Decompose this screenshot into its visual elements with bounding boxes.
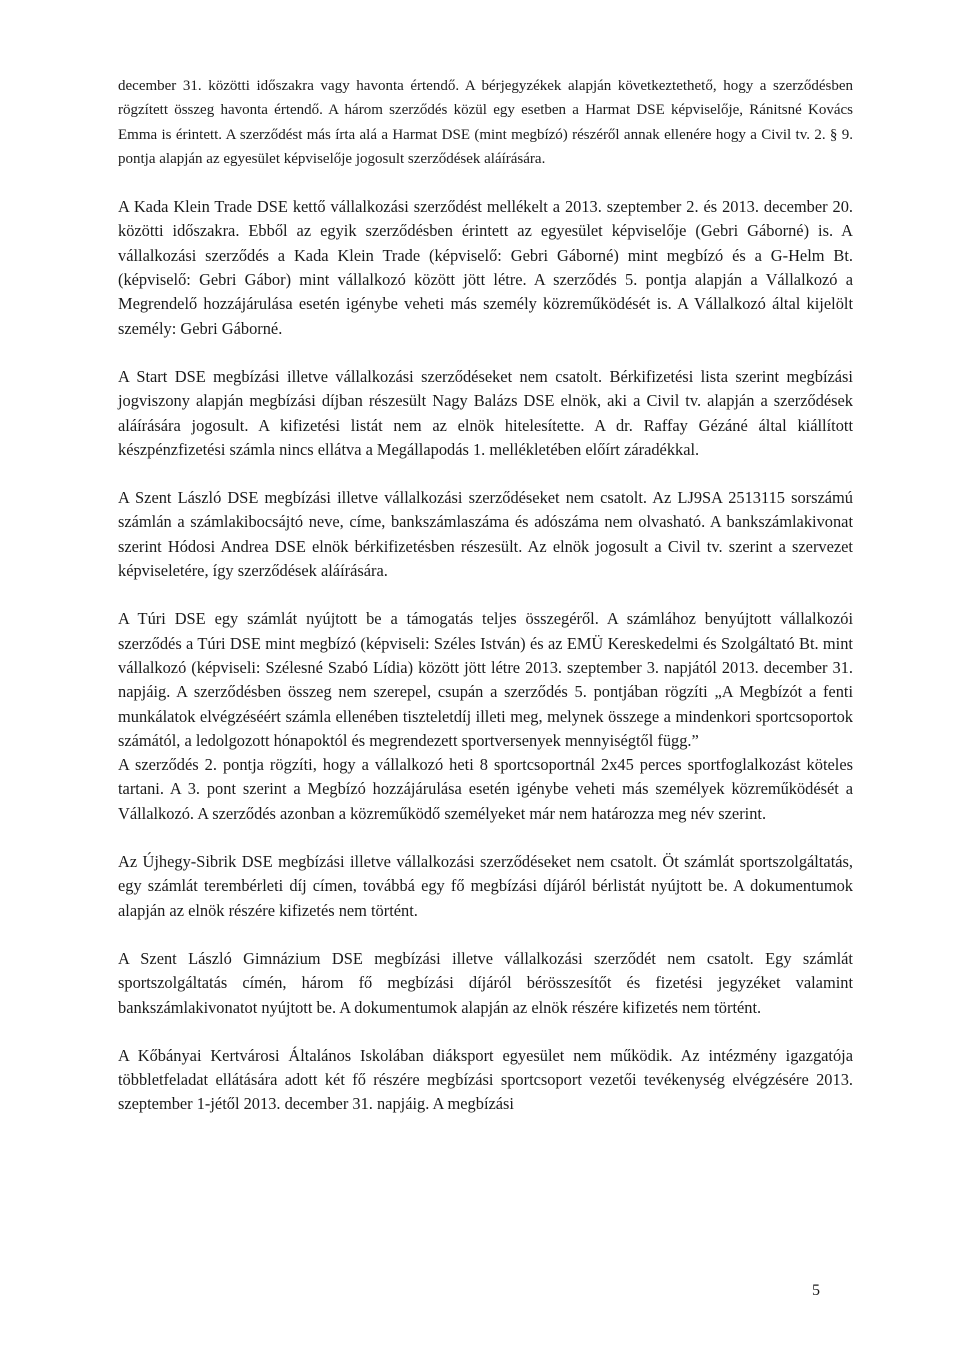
- paragraph-start-dse: A Start DSE megbízási illetve vállalkozási szerződéseket nem csatolt. Bérkifizetési lista szerint megbízási jogviszony alapján megbízási díjban részesült Nagy Balázs DSE elnök, aki a Civil tv. alapján a szerződések aláírására jogosult. A kifizetési listát nem az elnök hitelesítette. A dr. Raffay Gézáné által kiállított készpénzfizetési számla nincs ellátva a Megállapodás 1. mellékletében előírt záradékkal.: [118, 366, 853, 459]
- document-body: [118, 74, 853, 1117]
- page-number: 5: [812, 1282, 820, 1299]
- paragraph-ujhegy-sibrik-dse: Az Újhegy-Sibrik DSE megbízási illetve vállalkozási szerződéseket nem csatolt. Öt számlát sportszolgáltatás, egy számlát terembérleti díj címen, továbbá egy fő megbízási díjáról bérlistát nyújtott be. A dokumentumok alapján az elnök részére kifizetés nem történt.: [118, 852, 853, 920]
- paragraph-szent-laszlo-gimnazium-dse: A Szent László Gimnázium DSE megbízási illetve vállalkozási szerződét nem csatolt. Egy számlát sportszolgáltatás címén, három fő megbízási díjáról bérösszesítőt és fizetési jegyzéket valamint bankszámlakivonatot nyújtott be. A dokumentumok alapján az elnök részére kifizetés nem történt.: [118, 948, 853, 1017]
- paragraph-turi-dse: A Túri DSE egy számlát nyújtott be a támogatás teljes összegéről. A számlához benyújtott vállalkozói szerződés a Túri DSE mint megbízó (képviseli: Széles István) és az EMÜ Kereskedelmi és Szolgáltató Bt. mint vállalkozó (képviseli: Szélesné Szabó Lídia) között jött létre 2013. szeptember 3. napjától 2013. december 31. napjáig. A szerződésben összeg nem szerepel, csupán a szerződés 5. pontjában rögzíti „A Megbízót a fenti munkálatok elvégzéséért számla ellenében tiszteletdíj illeti meg, melynek összege a mindenkori sportcsoportok számától, a ledolgozott hónapoktól és megrendezett sportversenyek mennyiségtől függ.”: [118, 609, 853, 750]
- paragraph-kobanyai-kertvarosi: A Kőbányai Kertvárosi Általános Iskolában diáksport egyesület nem működik. Az intézmény igazgatója többletfeladat ellátására adott két fő részére megbízási sportcsoport vezetői tevékenység elvégzésére 2013. szeptember 1-jétől 2013. december 31. napjáig. A megbízási: [118, 1045, 853, 1114]
- paragraph-turi-dse-contract: A szerződés 2. pontja rögzíti, hogy a vállalkozó heti 8 sportcsoportnál 2x45 perces sportfoglalkozást köteles tartani. A 3. pont szerint a Megbízó hozzájárulása esetén igénybe veheti más személyek közreműködését a Vállalkozó. A szerződés azonban a közreműködő személyeket már nem határozza meg név szerint.: [118, 755, 853, 823]
- paragraph-szent-laszlo-dse: A Szent László DSE megbízási illetve vállalkozási szerződéseket nem csatolt. Az LJ9SA 2513115 sorszámú számlán a számlakibocsájtó neve, címe, bankszámlaszáma és adószáma nem olvasható. A bankszámlakivonat szerint Hódosi Andrea DSE elnök bérkifizetésben részesült. Az elnök jogosult a Civil tv. szerint a szervezet képviseletére, így szerződések aláírására.: [118, 488, 853, 581]
- paragraph-harmat-dse: december 31. közötti időszakra vagy havonta értendő. A bérjegyzékek alapján következtethető, hogy a szerződésben rögzített összeg havonta értendő. A három szerződés közül egy esetben a Harmat DSE képviselője, Ránitsné Kovács Emma is érintett. A szerződést más írta alá a Harmat DSE (mint megbízó) részéről annak ellenére hogy a Civil tv. 2. § 9. pontja alapján az egyesület képviselője jogosult szerződések aláírására.: [118, 78, 853, 167]
- paragraph-kada-klein-trade-dse: A Kada Klein Trade DSE kettő vállalkozási szerződést mellékelt a 2013. szeptember 2. és 2013. december 20. közötti időszakra. Ebből az egyik szerződésben érintett az egyesület képviselője (Gebri Gáborné) is. A vállalkozási szerződés a Kada Klein Trade (képviselő: Gebri Gáborné) mint megbízó és a G-Helm Bt. (képviselő: Gebri Gábor) mint vállalkozó között jött létre. A szerződés 5. pontja alapján a Vállalkozó a Megrendelő hozzájárulása esetén igénybe veheti más személy közreműködését is. A Vállalkozó által kijelölt személy: Gebri Gáborné.: [118, 197, 853, 338]
